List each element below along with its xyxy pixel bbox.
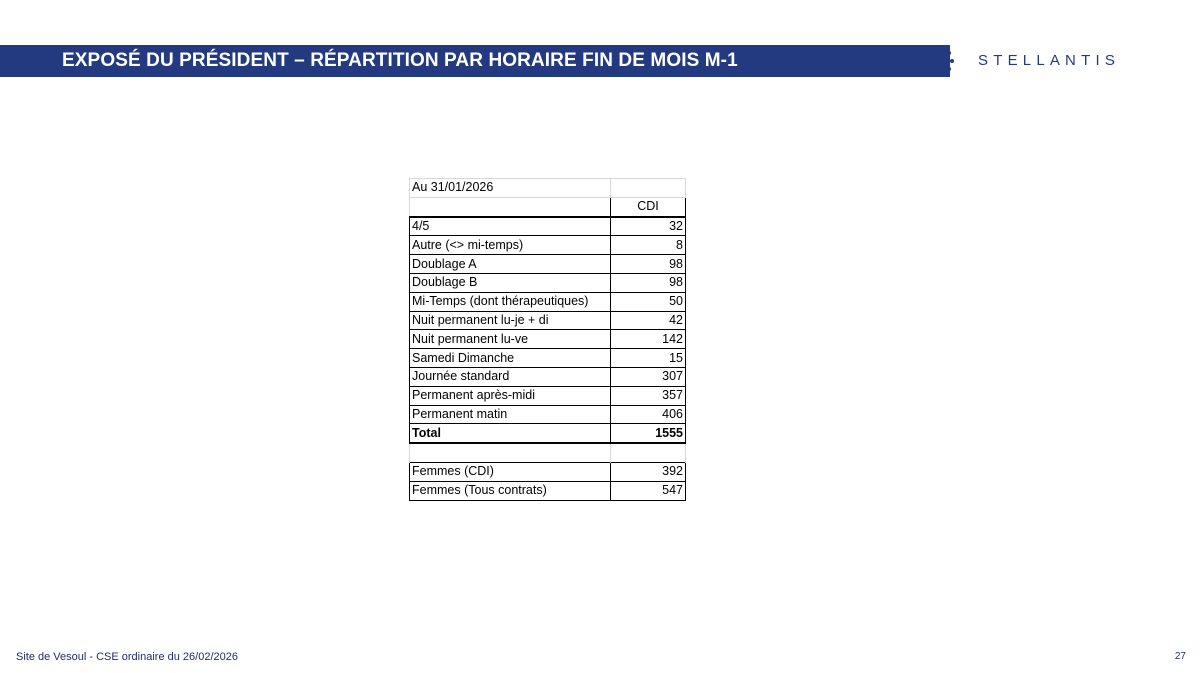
row-label: Permanent matin: [410, 405, 611, 424]
table-row: [410, 462, 686, 481]
total-label: Total: [410, 424, 611, 443]
row-label: Doublage B: [410, 273, 611, 292]
row-label: Journée standard: [410, 367, 611, 386]
empty-cell: [410, 443, 611, 462]
table-row: [410, 311, 686, 330]
total-value: 1555: [611, 424, 686, 443]
row-value: 98: [611, 255, 686, 274]
row-value: 42: [611, 311, 686, 330]
table-date-row: [410, 179, 686, 198]
total-row: [410, 424, 686, 443]
row-value: 98: [611, 273, 686, 292]
table-row: [410, 292, 686, 311]
row-value: 50: [611, 292, 686, 311]
row-value: 142: [611, 330, 686, 349]
row-value: 406: [611, 405, 686, 424]
empty-cell: [611, 443, 686, 462]
row-label: Nuit permanent lu-je + di: [410, 311, 611, 330]
table-row: [410, 349, 686, 368]
schedule-table: [409, 178, 686, 501]
women-value: 547: [611, 481, 686, 500]
column-header-cdi: CDI: [611, 197, 686, 216]
row-value: 8: [611, 236, 686, 255]
row-value: 357: [611, 386, 686, 405]
stellantis-logo: [978, 50, 1120, 72]
table-row: [410, 367, 686, 386]
table-row: [410, 255, 686, 274]
page-number: 27: [1174, 651, 1186, 662]
table-row: [410, 386, 686, 405]
row-label: Permanent après-midi: [410, 386, 611, 405]
table-row: [410, 481, 686, 500]
page-title: EXPOSÉ DU PRÉSIDENT – RÉPARTITION PAR HORAIRE FIN DE MOIS M-1: [62, 50, 738, 71]
row-value: 307: [611, 367, 686, 386]
row-value: 32: [611, 217, 686, 236]
row-label: Doublage A: [410, 255, 611, 274]
empty-cell: [611, 179, 686, 198]
logo-text: STELLANTIS: [978, 52, 1121, 69]
table-row: [410, 273, 686, 292]
table-row: [410, 330, 686, 349]
table-row: [410, 217, 686, 236]
footer-site: Site de Vesoul - CSE ordinaire du 26/02/2026: [16, 651, 238, 663]
row-label: Autre (<> mi-temps): [410, 236, 611, 255]
logo-dots-icon: [938, 45, 956, 77]
table-row: [410, 405, 686, 424]
empty-cell: [410, 197, 611, 216]
row-label: Samedi Dimanche: [410, 349, 611, 368]
table-row: [410, 236, 686, 255]
row-value: 15: [611, 349, 686, 368]
table-header-row: [410, 197, 686, 216]
women-label: Femmes (Tous contrats): [410, 481, 611, 500]
women-value: 392: [611, 462, 686, 481]
row-label: 4/5: [410, 217, 611, 236]
women-label: Femmes (CDI): [410, 462, 611, 481]
date-label: Au 31/01/2026: [410, 179, 611, 198]
title-bar: [0, 45, 950, 77]
row-label: Nuit permanent lu-ve: [410, 330, 611, 349]
spacer-row: [410, 443, 686, 462]
row-label: Mi-Temps (dont thérapeutiques): [410, 292, 611, 311]
